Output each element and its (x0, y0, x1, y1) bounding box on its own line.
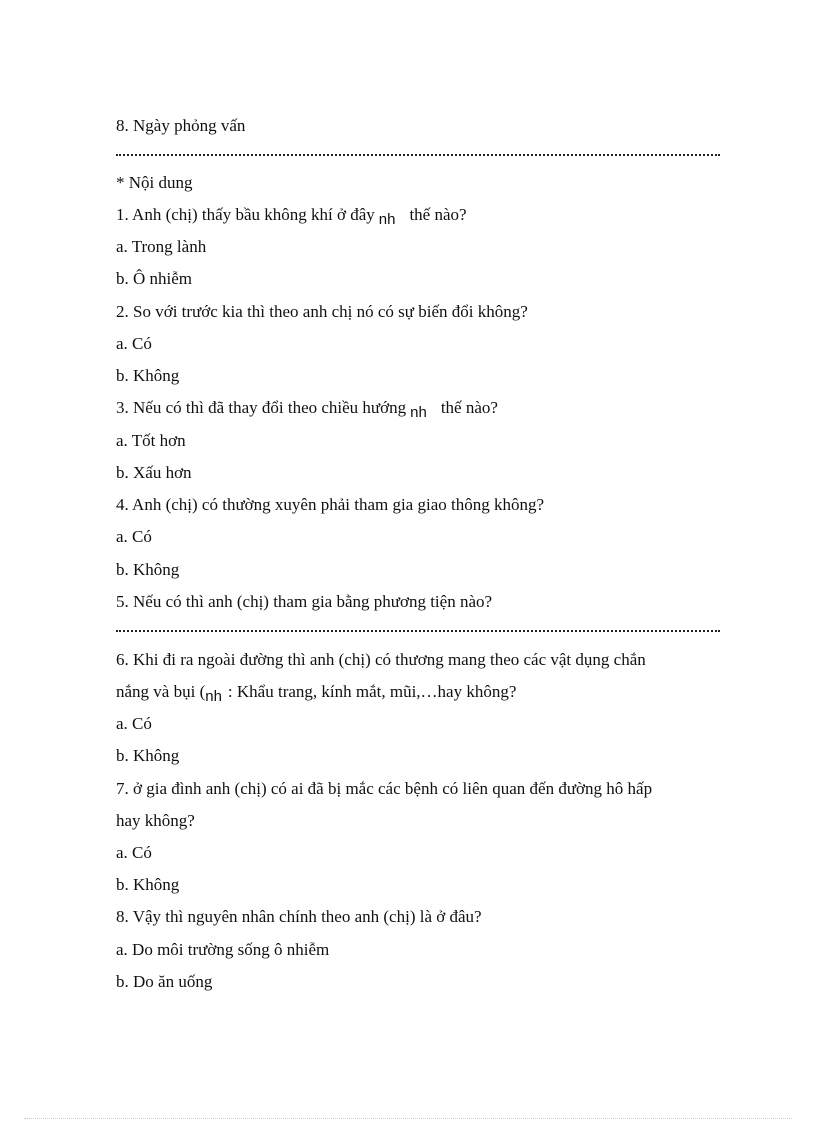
answer-option: b. Không (116, 875, 180, 894)
question-6-text-end: : Khẩu trang, kính mắt, mũi,…hay không? (227, 682, 517, 701)
inline-fragment: nh (205, 688, 222, 705)
answer-option: a. Có (116, 843, 152, 862)
question-1-text-end: thế nào? (409, 205, 467, 224)
interview-date-label: 8. Ngày phỏng vấn (116, 116, 246, 135)
inline-fragment: nh (378, 211, 396, 228)
dotted-fill-line (116, 626, 720, 632)
question-3-text: 3. Nếu có thì đã thay đổi theo chiều hướng (116, 398, 407, 417)
question-7: 7. ở gia đình anh (chị) có ai đã bị mắc các bệnh có liên quan đến đường hô hấp (116, 779, 653, 798)
dotted-fill-line (116, 150, 720, 156)
answer-option: a. Tốt hơn (116, 431, 186, 450)
answer-option: b. Không (116, 366, 180, 385)
answer-option: b. Không (116, 560, 180, 579)
answer-option: a. Có (116, 714, 152, 733)
question-1-text: 1. Anh (chị) thấy bầu không khí ở đây (116, 205, 375, 224)
question-2: 2. So với trước kia thì theo anh chị nó có sự biến đổi không? (116, 302, 528, 321)
question-8: 8. Vậy thì nguyên nhân chính theo anh (chị) là ở đâu? (116, 907, 482, 926)
question-6: 6. Khi đi ra ngoài đường thì anh (chị) có thương mang theo các vật dụng chắn (116, 650, 646, 669)
question-6-text: nắng và bụi ( (116, 682, 206, 701)
question-6-continued (116, 682, 516, 703)
answer-option: a. Có (116, 527, 152, 546)
answer-option: a. Do môi trường sống ô nhiễm (116, 940, 330, 959)
question-1 (116, 205, 467, 226)
answer-option: a. Trong lành (116, 237, 207, 256)
question-5: 5. Nếu có thì anh (chị) tham gia bằng phương tiện nào? (116, 592, 493, 611)
answer-option: b. Ô nhiễm (116, 269, 193, 288)
answer-option: b. Do ăn uống (116, 972, 213, 991)
question-3-text-end: thế nào? (440, 398, 498, 417)
inline-fragment: nh (410, 404, 427, 421)
question-3 (116, 398, 498, 419)
section-heading: * Nội dung (116, 173, 193, 192)
answer-option: a. Có (116, 334, 152, 353)
answer-option: b. Không (116, 746, 180, 765)
page-bottom-rule (24, 1118, 792, 1119)
question-4: 4. Anh (chị) có thường xuyên phải tham gia giao thông không? (116, 495, 545, 514)
answer-option: b. Xấu hơn (116, 463, 192, 482)
question-7-continued: hay không? (116, 811, 195, 830)
